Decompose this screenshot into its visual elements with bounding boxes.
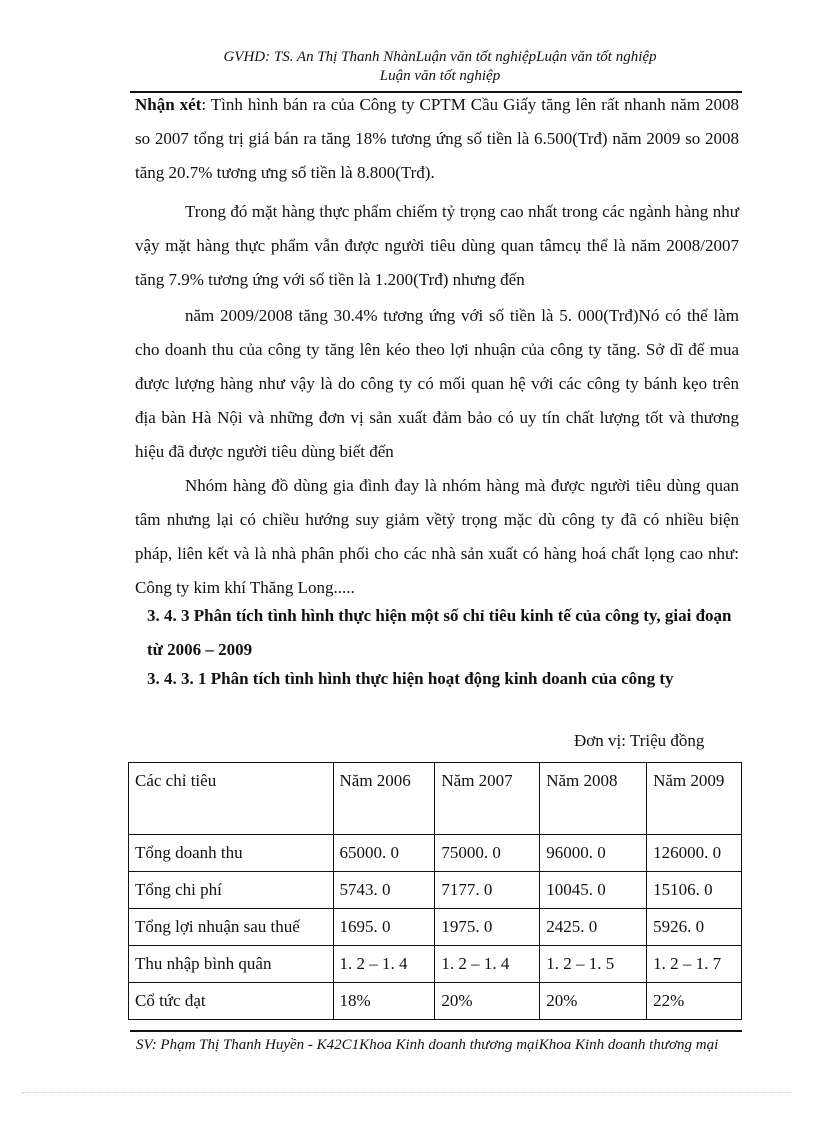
column-header: Năm 2009 (647, 763, 742, 835)
table-cell: Thu nhập bình quân (129, 946, 334, 983)
table-cell: 1. 2 – 1. 7 (647, 946, 742, 983)
footer-line-1: SV: Phạm Thị Thanh Huyền - K42C1Khoa Kinh doanh thương mạiKhoa Kinh doanh thương mại (136, 1037, 719, 1053)
section-heading-3-4-3: 3. 4. 3 Phân tích tình hình thực hiện một số chỉ tiêu kinh tế của công ty, giai đoạn từ 2006 – 2009 (147, 606, 732, 659)
table-header-row (129, 763, 742, 835)
column-header: Năm 2008 (540, 763, 647, 835)
table-cell: Tổng chi phí (129, 872, 334, 909)
table-cell: 65000. 0 (333, 835, 435, 872)
table-cell: Tổng lợi nhuận sau thuế (129, 909, 334, 946)
table-cell: 5743. 0 (333, 872, 435, 909)
header-line-2: Luận văn tốt nghiệp (379, 68, 501, 84)
table-row (129, 872, 742, 909)
table-cell: 20% (540, 983, 647, 1020)
paragraph-do-dung-gia-dinh: Nhóm hàng đồ dùng gia đình đay là nhóm hàng mà được người tiêu dùng quan tâm nhưng lại có chiều hướng suy giảm vềtỷ trọng mặc dù công ty đã có nhiều biện pháp, liên kết và là nhà phân phối cho các nhà sản xuất có hàng hoá chất lọng cao như: Công ty kim khí Thăng Long..... (135, 476, 739, 597)
table-row (129, 835, 742, 872)
table-cell: 20% (435, 983, 540, 1020)
table-cell: 126000. 0 (647, 835, 742, 872)
paragraph-2009-2008: năm 2009/2008 tăng 30.4% tương ứng với số tiền là 5. 000(Trđ)Nó có thể làm cho doanh thu của công ty tăng lên kéo theo lợi nhuận của công ty tăng. Sở dĩ để mua được lượng hàng như vậy là do công ty có mối quan hệ với các công ty bánh kẹo trên địa bàn Hà Nội và những đơn vị sản xuất đảm bảo có uy tín chất lượng tốt và thương hiệu đã được người tiêu dùng biết đến (135, 306, 739, 461)
table-cell: 1. 2 – 1. 4 (435, 946, 540, 983)
table-cell: 15106. 0 (647, 872, 742, 909)
table-cell: 96000. 0 (540, 835, 647, 872)
table-cell: Cổ tức đạt (129, 983, 334, 1020)
table-cell: 2425. 0 (540, 909, 647, 946)
unit-note: Đơn vị: Triệu đồng (574, 731, 705, 750)
table-cell: Tổng doanh thu (129, 835, 334, 872)
page-bottom-dotted-rule (22, 1092, 792, 1093)
page-header (130, 48, 750, 86)
column-header: Năm 2007 (435, 763, 540, 835)
page-footer (136, 1035, 736, 1056)
table-cell: 1. 2 – 1. 4 (333, 946, 435, 983)
table-cell: 1975. 0 (435, 909, 540, 946)
table-cell: 1695. 0 (333, 909, 435, 946)
column-header: Năm 2006 (333, 763, 435, 835)
table-row (129, 983, 742, 1020)
paragraph-label: Nhận xét (135, 95, 202, 114)
business-results-table (128, 762, 742, 1020)
footer-divider (130, 1030, 742, 1032)
section-heading-3-4-3-1: 3. 4. 3. 1 Phân tích tình hình thực hiện hoạt động kinh doanh của công ty (147, 669, 674, 688)
table-row (129, 946, 742, 983)
table-cell: 7177. 0 (435, 872, 540, 909)
paragraph-text: : Tình hình bán ra của Công ty CPTM Cầu Giấy tăng lên rất nhanh năm 2008 so 2007 tổng trị giá bán ra tăng 18% tương ứng số tiền là 6.500(Trđ) năm 2009 so 2008 tăng 20.7% tương ưng số tiền là 8.800(Trđ). (135, 95, 739, 182)
table-cell: 5926. 0 (647, 909, 742, 946)
table-cell: 18% (333, 983, 435, 1020)
table-cell: 10045. 0 (540, 872, 647, 909)
paragraph-nhan-xet (135, 88, 739, 190)
table-row (129, 909, 742, 946)
header-line-1: GVHD: TS. An Thị Thanh NhànLuận văn tốt nghiệpLuận văn tốt nghiệp (223, 49, 657, 65)
column-header: Các chỉ tiêu (129, 763, 334, 835)
table-cell: 75000. 0 (435, 835, 540, 872)
table-cell: 22% (647, 983, 742, 1020)
paragraph-thuc-pham: Trong đó mặt hàng thực phẩm chiếm tỷ trọng cao nhất trong các ngành hàng như vậy mặt hàng thực phẩm vẫn được người tiêu dùng quan tâmcụ thể là năm 2008/2007 tăng 7.9% tương ứng với số tiền là 1.200(Trđ) nhưng đến (135, 202, 739, 289)
table-cell: 1. 2 – 1. 5 (540, 946, 647, 983)
